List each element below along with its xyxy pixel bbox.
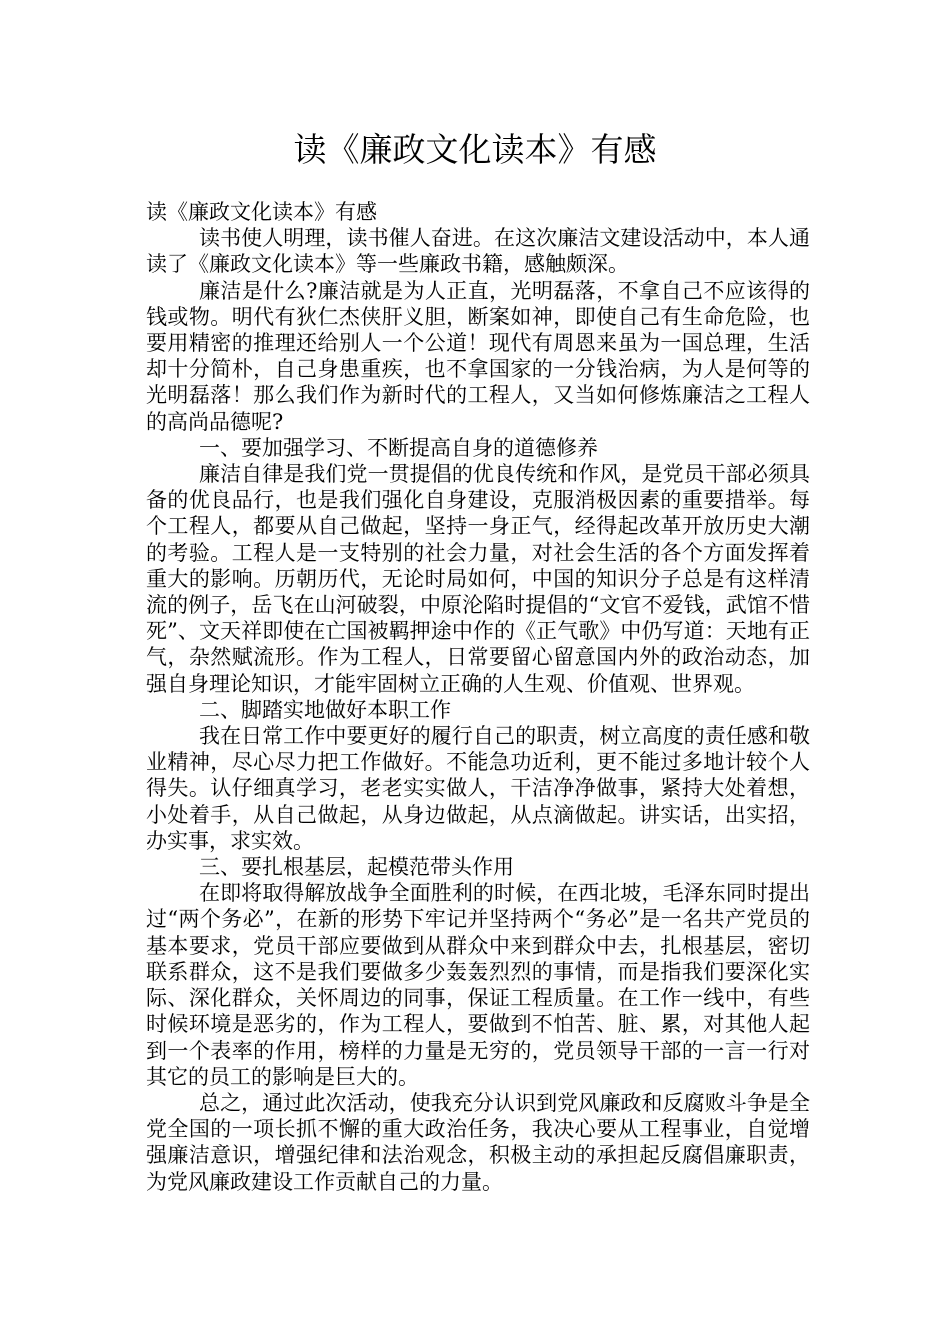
section-heading-3: 三、要扎根基层，起模范带头作用 [199,855,514,880]
paragraph-conclusion: 总之，通过此次活动，使我充分认识到党风廉政和反腐败斗争是全党全国的一项长抓不懈的重大政治任务，我决心要从工程事业，自觉增强廉洁意识，增强纪律和法治观念，积极主动的承担起反腐倡廉职责，为党风廉政建设工作贡献自己的力量。 [146,1090,810,1194]
section-body-2: 我在日常工作中要更好的履行自己的职责，树立高度的责任感和敬业精神，尽心尽力把工作做好。不能急功近利，更不能过多地计较个人得失。认仔细真学习，老老实实做人，干洁净净做事，紧持大处着想，小处着手，从自己做起，从身边做起，从点滴做起。讲实话，出实招，办实事，求实效。 [146,724,810,853]
paragraph-intro: 读书使人明理，读书催人奋进。在这次廉洁文建设活动中，本人通读了《廉政文化读本》等一些廉政书籍，感触颇深。 [146,226,810,277]
section-heading-1: 一、要加强学习、不断提高自身的道德修养 [199,435,598,460]
document-subtitle: 读《廉政文化读本》有感 [146,200,377,224]
document-title: 读《廉政文化读本》有感 [293,130,657,169]
section-body-3: 在即将取得解放战争全面胜利的时候，在西北坡，毛泽东同时提出过“两个务必”，在新的形势下牢记并坚持两个“务必”是一名共产党员的基本要求，党员干部应要做到从群众中来到群众中去，扎根基层，密切联系群众，这不是我们要做多少轰轰烈烈的事情，而是指我们要深化实际、深化群众，关怀周边的同事，保证工程质量。在工作一线中，有些时候环境是恶劣的，作为工程人，要做到不怕苦、脏、累，对其他人起到一个表率的作用，榜样的力量是无穷的，党员领导干部的一言一行对其它的员工的影响是巨大的。 [146,881,810,1089]
paragraph-what-is-integrity: 廉洁是什么?廉洁就是为人正直，光明磊落，不拿自己不应该得的钱或物。明代有狄仁杰侠肝义胆，断案如神，即使自己有生命危险，也要用精密的推理还给别人一个公道！现代有周恩来虽为一国总理，生活却十分简朴，自己身患重疾，也不拿国家的一分钱治病，为人是何等的光明磊落！那么我们作为新时代的工程人，又当如何修炼廉洁之工程人的高尚品德呢? [146,278,810,434]
section-heading-2: 二、脚踏实地做好本职工作 [199,697,451,722]
section-body-1: 廉洁自律是我们党一贯提倡的优良传统和作风，是党员干部必须具备的优良品行，也是我们强化自身建设，克服消极因素的重要措举。每个工程人，都要从自己做起，坚持一身正气，经得起改革开放历史大潮的考验。工程人是一支特别的社会力量，对社会生活的各个方面发挥着重大的影响。历朝历代，无论时局如何，中国的知识分子总是有这样清流的例子，岳飞在山河破裂，中原沦陷时提倡的“文官不爱钱，武馆不惜死”、文天祥即使在亡国被羁押途中作的《正气歌》中仍写道：天地有正气，杂然赋流形。作为工程人，日常要留心留意国内外的政治动态，加强自身理论知识，才能牢固树立正确的人生观、价值观、世界观。 [146,462,810,696]
document-body [146,199,810,1195]
